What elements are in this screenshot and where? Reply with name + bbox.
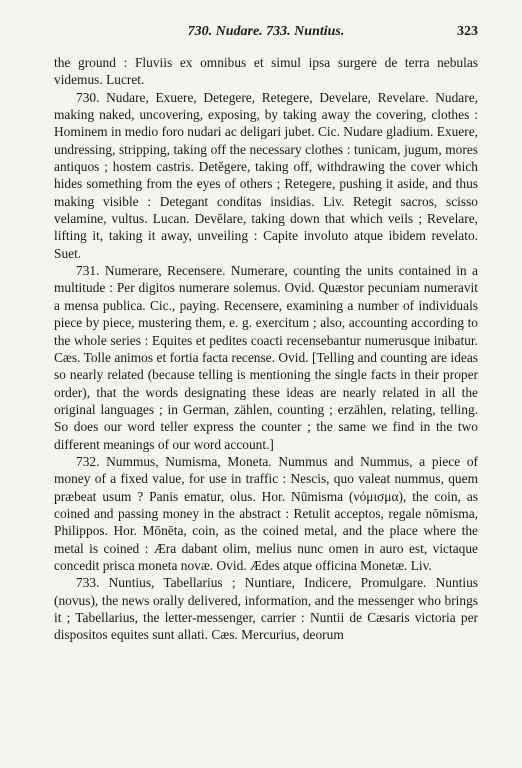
paragraph-continuation: the ground : Fluviis ex omnibus et simul ipsa surgere de terra nebulas videmus. Lucret.	[54, 55, 478, 88]
page-body	[54, 54, 478, 644]
running-header	[54, 24, 478, 46]
page-number: 323	[457, 24, 478, 39]
entry-731: 731. Numerare, Recensere. Numerare, counting the units contained in a multitude : Per digitos numerare solemus. Ovid. Quæstor pecuniam numeravit a mensa publica. Cic., paying. Recensere, examining a number of individuals piece by piece, mustering them, e. g. exercitum ; also, accounting according to the whole series : Equites et pedites coacti recensebantur numerusque inibatur. Cæs. Tolle animos et fortia facta recense. Ovid. [Telling and counting are ideas so nearly related (because telling is mentioning the single facts in their proper order), that the words designating these ideas are nearly related in all the original languages ; in German, zählen, counting ; erzählen, relating, telling. So does our word teller express the counter ; the same we find in the two different meanings of our word account.]	[54, 263, 478, 452]
entry-732: 732. Nummus, Numisma, Moneta. Nummus and Nummus, a piece of money of a fixed value, for use in traffic : Nescis, quo valeat nummus, quem præbeat usum ? Panis ematur, olus. Hor. Nūmisma (νόμισμα), the coin, as coined and passing money in the abstract : Retulit acceptos, regale nōmisma, Philippos. Hor. Mōnēta, coin, as the coined metal, and the place where the metal is coined : Æra dabant olim, melius nunc omen in auro est, victaque concedit prisca moneta novæ. Ovid. Ædes atque officina Monetæ. Liv.	[54, 453, 478, 573]
entry-730: 730. Nudare, Exuere, Detegere, Retegere, Develare, Revelare. Nudare, making naked, uncovering, exposing, by taking away the covering, clothes : Hominem in medio foro nudari ac deligari jubet. Cic. Nudare gladium. Exuere, undressing, stripping, taking off the necessary clothes : tunicam, jugum, mores antiquos ; hostem castris. Detĕgere, taking off, withdrawing the cover which hides something from the eyes of others ; Retegere, pushing it aside, and thus making visible : Detegant conditas insidias. Liv. Retegit sacros, scisso velamine, vultus. Lucan. Devēlare, taking down that which veils ; Revelare, lifting it, taking it away, unveiling : Capite involuto atque ibidem revelato. Suet.	[54, 89, 478, 261]
running-title: 730. Nudare. 733. Nuntius.	[187, 24, 345, 39]
entry-733: 733. Nuntius, Tabellarius ; Nuntiare, Indicere, Promulgare. Nuntius (novus), the news orally delivered, information, and the messenger who brings it ; Tabellarius, the letter-messenger, carrier : Nuntii de Cæsaris victoria per dispositos equites sunt allati. Cæs. Mercurius, deorum	[54, 575, 478, 643]
